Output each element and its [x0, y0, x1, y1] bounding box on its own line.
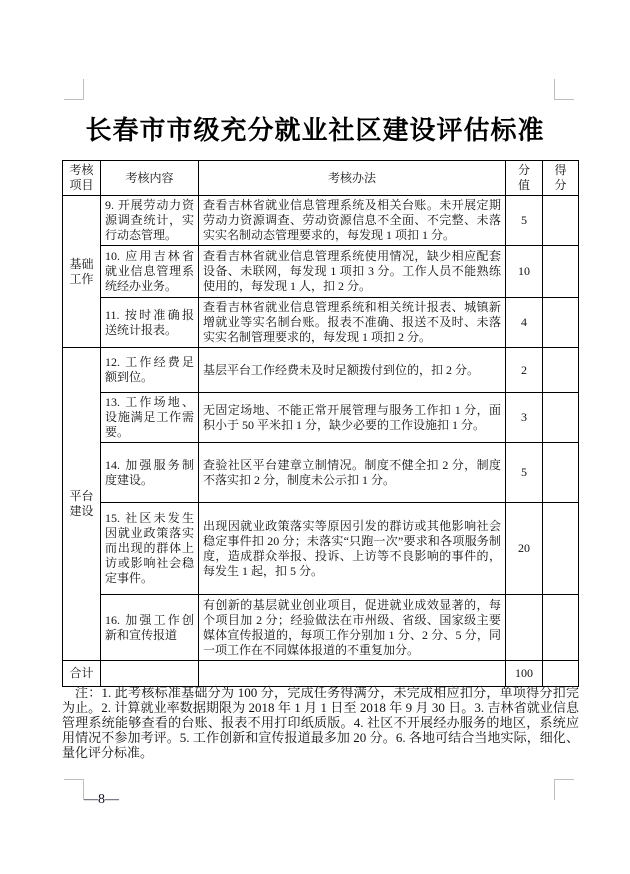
column-header-score: 得分 — [543, 161, 579, 196]
total-row — [63, 661, 579, 687]
table-row — [63, 595, 579, 661]
points-cell: 20 — [506, 503, 543, 595]
crop-mark-bottom-left — [64, 779, 84, 800]
method-cell: 查看吉林省就业信息管理系统和相关统计报表、城镇新增就业等实名制台账。报表不准确、报送不及时、未落实实名制管理要求的，每发现 1 项扣 2 分。 — [199, 298, 506, 348]
score-cell — [543, 348, 579, 393]
points-cell: 2 — [506, 348, 543, 393]
points-cell: 10 — [506, 246, 543, 298]
total-content-cell — [101, 661, 199, 687]
total-label: 合计 — [63, 661, 101, 687]
method-cell: 查看吉林省就业信息管理系统使用情况，缺少相应配套设备、未联网，每发现 1 项扣 3 分。工作人员不能熟练使用的，每发现 1 人，扣 2 分。 — [199, 246, 506, 298]
score-cell — [543, 298, 579, 348]
evaluation-table — [62, 160, 579, 687]
points-cell: 5 — [506, 443, 543, 503]
score-cell — [543, 393, 579, 443]
content-cell: 13. 工作场地、设施满足工作需要。 — [101, 393, 199, 443]
table-row — [63, 348, 579, 393]
column-header-content: 考核内容 — [101, 161, 199, 196]
notes-paragraph: 注：1. 此考核标准基础分为 100 分，完成任务得满分，未完成相应扣分，单项得分扣完为止。2. 计算就业率数据期限为 2018 年 1 月 1 日至 2018 年 9 月 30 日。3. 吉林省就业信息管理系统能够查看的台账、报表不用打印纸质版。4. 社区不开展经办服务的地区，系统应用情况不参加考评。5. 工作创新和宣传报道最多加 20 分。6. 各地可结合当地实际，细化、量化评分标准。 — [62, 685, 579, 760]
total-score-cell — [543, 661, 579, 687]
crop-mark-bottom-right — [554, 779, 574, 800]
table-row — [63, 196, 579, 246]
group-label-platform-building: 平台建设 — [63, 348, 101, 661]
table-row — [63, 298, 579, 348]
method-cell: 查看吉林省就业信息管理系统及相关台账。未开展定期劳动力资源调查、劳动资源信息不全面、不完整、未落实实名制动态管理要求的，每发现 1 项扣 1 分。 — [199, 196, 506, 246]
content-cell: 9. 开展劳动力资源调查统计，实行动态管理。 — [101, 196, 199, 246]
table-row — [63, 393, 579, 443]
total-method-cell — [199, 661, 506, 687]
table-row — [63, 246, 579, 298]
table-row — [63, 503, 579, 595]
points-cell: 3 — [506, 393, 543, 443]
score-cell — [543, 196, 579, 246]
method-cell: 基层平台工作经费未及时足额拨付到位的，扣 2 分。 — [199, 348, 506, 393]
column-header-item: 考核项目 — [63, 161, 101, 196]
table-header-row — [63, 161, 579, 196]
content-cell: 10. 应用吉林省就业信息管理系统经办业务。 — [101, 246, 199, 298]
method-cell: 无固定场地、不能正常开展管理与服务工作扣 1 分，面积小于 50 平米扣 1 分，缺少必要的工作设施扣 1 分。 — [199, 393, 506, 443]
content-cell: 11. 按时准确报送统计报表。 — [101, 298, 199, 348]
content-cell: 15. 社区未发生因就业政策落实而出现的群体上访或影响社会稳定事件。 — [101, 503, 199, 595]
score-cell — [543, 443, 579, 503]
points-cell: 5 — [506, 196, 543, 246]
method-cell: 查验社区平台建章立制情况。制度不健全扣 2 分，制度不落实扣 2 分，制度未公示扣 1 分。 — [199, 443, 506, 503]
crop-mark-top-right — [554, 79, 574, 100]
column-header-method: 考核办法 — [199, 161, 506, 196]
table-row — [63, 443, 579, 503]
content-cell: 12. 工作经费足额到位。 — [101, 348, 199, 393]
points-cell — [506, 595, 543, 661]
method-cell: 有创新的基层就业创业项目，促进就业成效显著的，每个项目加 2 分；经验做法在市州级、省级、国家级主要媒体宣传报道的，每项工作分别加 1 分、2 分、5 分，同一项工作在不同媒体报道的不重复加分。 — [199, 595, 506, 661]
content-cell: 16. 加强工作创新和宣传报道 — [101, 595, 199, 661]
column-header-points: 分值 — [506, 161, 543, 196]
page-title: 长春市市级充分就业社区建设评估标准 — [85, 115, 545, 145]
method-cell: 出现因就业政策落实等原因引发的群访或其他影响社会稳定事件扣 20 分；未落实“只跑一次”要求和各项服务制度，造成群众举报、投诉、上访等不良影响的事件的，每发生 1 起，扣 5 分。 — [199, 503, 506, 595]
points-cell: 4 — [506, 298, 543, 348]
page-number: —8— — [84, 792, 119, 807]
crop-mark-top-left — [64, 79, 84, 100]
score-cell — [543, 595, 579, 661]
total-points-cell: 100 — [506, 661, 543, 687]
score-cell — [543, 246, 579, 298]
group-label-basic-work: 基础工作 — [63, 196, 101, 348]
score-cell — [543, 503, 579, 595]
content-cell: 14. 加强服务制度建设。 — [101, 443, 199, 503]
